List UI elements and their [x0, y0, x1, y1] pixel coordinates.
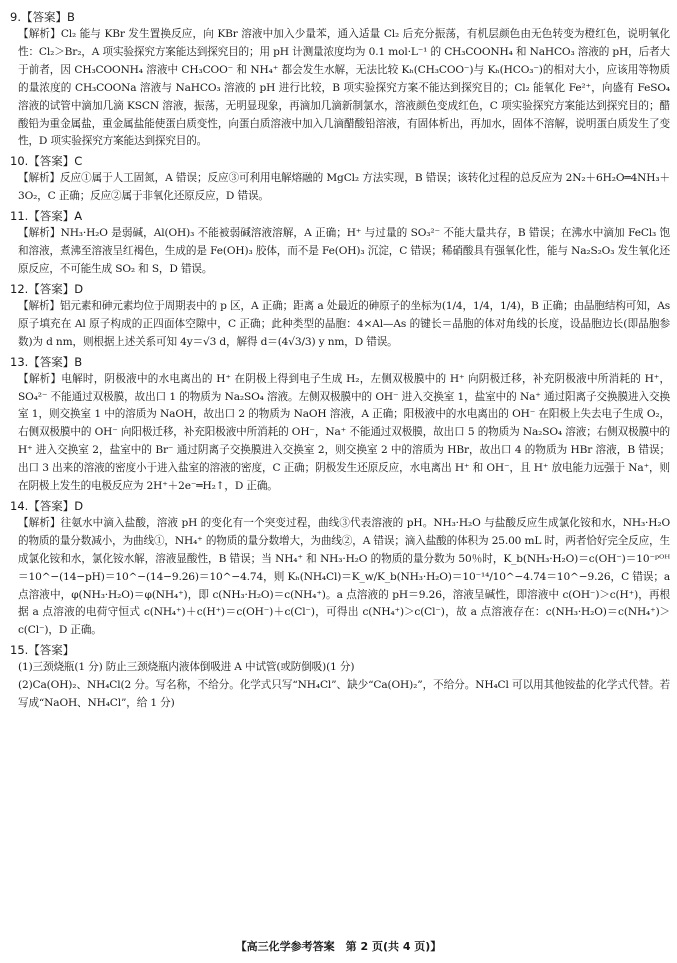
question-header: 11.【答案】A: [10, 209, 83, 224]
explanation-paragraph: 【解析】反应①属于人工固氮，A 错误；反应③可利用电解熔融的 MgCl₂ 方法实现，B 错误；该转化过程的总反应为 2N₂＋6H₂O═4NH₃＋3O₂，C 正确；反应②属于非氧化还原反应，D 错误。: [18, 172, 670, 203]
explanation-paragraph: 【解析】NH₃·H₂O 是弱碱，Al(OH)₃ 不能被弱碱溶液溶解，A 正确；H⁺ 与过量的 SO₃²⁻ 不能大量共存，B 错误；在沸水中滴加 FeCl₃ 饱和溶液，煮沸至溶液呈红褐色，生成的是 Fe(OH)₃ 胶体，而不是 Fe(OH)₃ 沉淀，C 错误；稀硝酸具有强氧化性，能与 Na₂S₂O₃ 发生氧化还原反应，不可能生成 SO₂ 和 S，D 错误。: [18, 227, 670, 275]
answer-line-1: (1)三颈烧瓶(1 分) 防止三颈烧瓶内液体倒吸进 A 中试管(或防倒吸)(1 分): [18, 661, 355, 674]
explanation-paragraph: 【解析】Cl₂ 能与 KBr 发生置换反应，向 KBr 溶液中加入少量苯，通入适量 Cl₂ 后充分振荡，有机层颜色由无色转变为橙红色，说明氧化性：Cl₂＞Br₂，A 项实验探究方案能达到探究目的；用 pH 计测量浓度均为 0.1 mol·L⁻¹ 的 CH₃COONH₄ 和 NaHCO₃ 溶液的 pH，后者大于前者，因 CH₃COONH₄ 溶液中 CH₃COO⁻ 和 NH₄⁺ 都会发生水解，无法比较 Kₕ(CH₃COO⁻)与 Kₕ(HCO₃⁻)的相对大小，应该用等物质的量浓度的 CH₃COONa 溶液与 NaHCO₃ 溶液的 pH 进行比较，B 项实验探究方案不能达到探究目的；Cl₂ 能氧化 Fe²⁺，向盛有 FeSO₄ 溶液的试管中滴加几滴 KSCN 溶液，振荡，无明显现象，再滴加几滴新制氯水，溶液颜色变成红色，C 项实验探究方案能达到探究目的；醋酸铅为重金属盐，重金属盐能使蛋白质变性，向蛋白质溶液中加入几滴醋酸铅溶液，有固体析出，再加水，固体不溶解，说明蛋白质发生了变性，D 项实验探究方案能达到探究目的。: [18, 28, 670, 148]
question-header: 12.【答案】D: [10, 281, 84, 296]
answer-line-2: (2)Ca(OH)₂、NH₄Cl(2 分。写名称，不给分。化学式只写“NH₄Cl”、缺少“Ca(OH)₂”，不给分。NH₄Cl 可以用其他铵盐的化学式代替。若写成“NaOH、NH₄Cl”，给 1 分): [18, 679, 670, 710]
question-14: [10, 497, 670, 640]
question-header: 10.【答案】C: [10, 154, 83, 169]
explanation-paragraph: 【解析】铝元素和砷元素均位于周期表中的 p 区，A 正确；距离 a 处最近的砷原子的坐标为(1/4，1/4，1/4)，B 正确；由晶胞结构可知，As 原子填充在 Al 原子构成的正四面体空隙中，C 正确；此种类型的晶胞：4×Al—As 的键长＝晶胞的体对角线的长度，设晶胞边长(即晶胞参数)为 d nm，则根据上述关系可知 4y＝√3 d，解得 d＝(4√3/3) y nm，D 错误。: [18, 299, 670, 348]
question-15: [10, 641, 670, 713]
question-header: 15.【答案】: [10, 643, 75, 658]
answer-page: [10, 8, 670, 714]
explanation-paragraph: 【解析】往氨水中滴入盐酸，溶液 pH 的变化有一个突变过程，曲线③代表溶液的 pH。NH₃·H₂O 与盐酸反应生成氯化铵和水，NH₃·H₂O 的物质的量分数减小，为曲线①，NH₄⁺ 的物质的量分数增大，为曲线②，A 错误；滴入盐酸的体积为 25.00 mL 时，两者恰好完全反应，生成氯化铵和水，氯化铵水解，溶液显酸性，B 错误；当 NH₄⁺ 和 NH₃·H₂O 的物质的量分数为 50％时，K_b(NH₃·H₂O)＝c(OH⁻)＝10⁻ᵖᴼᴴ＝10^−(14−pH)＝10^−(14−9.26)＝10^−4.74，则 Kₕ(NH₄Cl)＝K_w/K_b(NH₃·H₂O)＝10⁻¹⁴/10^−4.74＝10^−9.26，C 错误；a 点溶液中，φ(NH₃·H₂O)＝φ(NH₄⁺)，即 c(NH₃·H₂O)＝c(NH₄⁺)。a 点溶液的 pH＝9.26，溶液呈碱性，即溶液中 c(OH⁻)＞c(H⁺)，再根据 a 点溶液的电荷守恒式 c(NH₄⁺)＋c(H⁺)＝c(OH⁻)＋c(Cl⁻)，可得出 c(NH₄⁺)＞c(Cl⁻)，故 a 点溶液存在：c(NH₃·H₂O)＝c(NH₄⁺)＞c(Cl⁻)，D 正确。: [18, 516, 670, 637]
question-10: [10, 152, 670, 206]
question-11: [10, 207, 670, 279]
question-header: 14.【答案】D: [10, 498, 84, 513]
question-header: 13.【答案】B: [10, 354, 83, 369]
question-header: 9.【答案】B: [10, 10, 75, 24]
question-13: [10, 353, 670, 496]
question-9: [10, 8, 670, 151]
explanation-paragraph: 【解析】电解时，阴极液中的水电离出的 H⁺ 在阴极上得到电子生成 H₂，左侧双极膜中的 H⁺ 向阴极迁移，补充阴极液中所消耗的 H⁺，SO₄²⁻ 不能通过双极膜，故出口 1 的物质为 Na₂SO₄ 溶液。左侧双极膜中的 OH⁻ 进入交换室 1，盐室中的 Na⁺ 通过阳离子交换膜进入交换室 1，则交换室 1 中的溶质为 NaOH，故出口 2 的物质为 NaOH 溶液，A 正确；阳极液中的水电离出的 OH⁻ 在阳极上失去电子生成 O₂，右侧双极膜中的 OH⁻ 向阳极迁移，补充阳极液中所消耗的 OH⁻，Na⁺ 不能通过双极膜，故出口 5 的物质为 Na₂SO₄ 溶液；右侧双极膜中的 H⁺ 进入交换室 2，盐室中的 Br⁻ 通过阴离子交换膜进入交换室 2，则交换室 2 中的溶质为 HBr，故出口 4 的物质为 HBr 溶液，B 错误；出口 3 出来的溶液的密度小于进入盐室的溶液的密度，C 正确；阴极发生还原反应，水电离出 H⁺ 和 OH⁻，且 H⁺ 放电能力远强于 Na⁺，则在阴极上发生的电极反应为 2H⁺＋2e⁻═H₂↑，D 正确。: [18, 372, 670, 493]
question-12: [10, 280, 670, 352]
page-footer: 【高三化学参考答案 第 2 页(共 4 页)】: [235, 940, 442, 953]
